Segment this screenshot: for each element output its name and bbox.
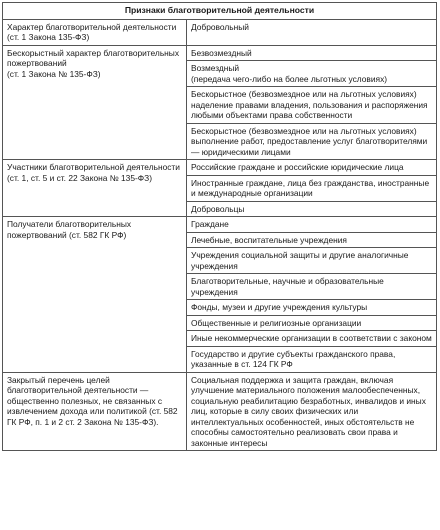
table-row bbox=[3, 19, 437, 45]
table-header-row bbox=[3, 3, 437, 20]
table-body bbox=[3, 19, 437, 451]
value-cell: Добровольцы bbox=[187, 201, 437, 217]
value-cell: Российские граждане и российские юридические лица bbox=[187, 160, 437, 176]
criterion-cell: Характер благотворительной деятельности (ст. 1 Закона 135-ФЗ) bbox=[3, 19, 187, 45]
value-cell: Возмездный (передача чего-либо на более льготных условиях) bbox=[187, 61, 437, 87]
value-cell: Фонды, музеи и другие учреждения культуры bbox=[187, 300, 437, 316]
table-row bbox=[3, 45, 437, 61]
value-cell: Общественные и религиозные организации bbox=[187, 315, 437, 331]
value-cell: Благотворительные, научные и образовательные учреждения bbox=[187, 274, 437, 300]
table-row bbox=[3, 217, 437, 233]
criterion-cell: Получатели благотворительных пожертвований (ст. 582 ГК РФ) bbox=[3, 217, 187, 373]
criterion-cell: Бескорыстный характер благотворительных пожертвований (ст. 1 Закона № 135-ФЗ) bbox=[3, 45, 187, 160]
value-cell: Социальная поддержка и защита граждан, включая улучшение материального положения малообеспеченных, социальную реабилитацию безработных, инвалидов и иных лиц, которые в силу своих физических или интеллектуальных особенностей, иных обстоятельств не способны самостоятельно реализовать свои права и законные интересы bbox=[187, 372, 437, 451]
value-cell: Добровольный bbox=[187, 19, 437, 45]
features-table bbox=[2, 2, 437, 451]
value-cell: Государство и другие субъекты гражданского права, указанные в ст. 124 ГК РФ bbox=[187, 346, 437, 372]
value-cell: Иностранные граждане, лица без гражданства, иностранные и международные организации bbox=[187, 175, 437, 201]
criterion-cell: Закрытый перечень целей благотворительной деятельности — общественно полезных, не связанных с извлечением дохода или политикой (ст. 582 ГК РФ, п. 1 и 2 ст. 2 Закона № 135-ФЗ). bbox=[3, 372, 187, 451]
value-cell: Учреждения социальной защиты и другие аналогичные учреждения bbox=[187, 248, 437, 274]
value-cell: Граждане bbox=[187, 217, 437, 233]
value-cell: Бескорыстное (безвозмездное или на льготных условиях) наделение правами владения, пользования и распоряжения любыми объектами права собственности bbox=[187, 87, 437, 124]
criterion-cell: Участники благотворительной деятельности (ст. 1, ст. 5 и ст. 22 Закона № 135-ФЗ) bbox=[3, 160, 187, 217]
table-row bbox=[3, 372, 437, 451]
value-cell: Бескорыстное (безвозмездное или на льготных условиях) выполнение работ, предоставление услуг благотворителями — юридическими лицами bbox=[187, 123, 437, 160]
value-cell: Безвозмездный bbox=[187, 45, 437, 61]
value-cell: Лечебные, воспитательные учреждения bbox=[187, 232, 437, 248]
table-title: Признаки благотворительной деятельности bbox=[3, 3, 437, 20]
value-cell: Иные некоммерческие организации в соответствии с законом bbox=[187, 331, 437, 347]
table-row bbox=[3, 160, 437, 176]
